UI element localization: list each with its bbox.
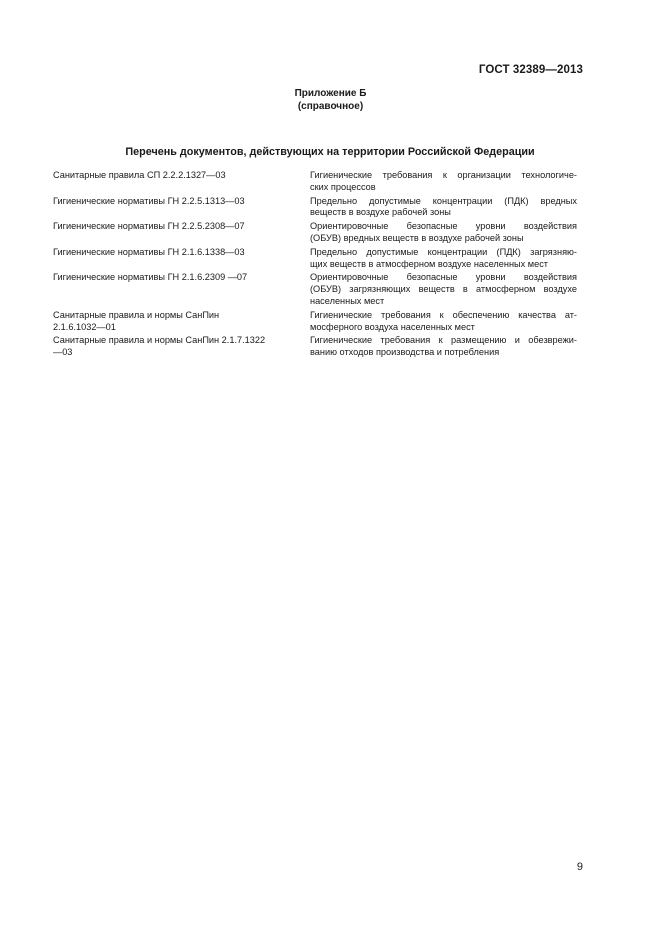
document-description	[310, 196, 577, 220]
document-code	[53, 221, 310, 245]
document-row	[53, 170, 577, 194]
document-row	[53, 247, 577, 271]
document-row	[53, 196, 577, 220]
document-code-line: Санитарные правила и нормы СанПин 2.1.7.1322	[53, 335, 266, 346]
document-code-line: —03	[53, 347, 73, 358]
document-description	[310, 310, 577, 334]
document-code-line: Санитарные правила и нормы СанПин	[53, 309, 220, 320]
document-description	[310, 247, 577, 271]
document-description-line: ванию отходов производства и потребления	[310, 347, 500, 358]
document-description-line: (ОБУВ) загрязняющих веществ в атмосферном воздухе	[310, 284, 577, 295]
document-row	[53, 335, 577, 359]
document-description-line: Ориентировочные безопасные уровни воздействия	[310, 221, 577, 232]
page-number: 9	[576, 861, 583, 873]
document-row	[53, 310, 577, 334]
appendix-subtitle: (справочное)	[297, 100, 364, 112]
document-description	[310, 272, 577, 307]
document-code	[53, 310, 310, 334]
document-description-line: веществ в воздухе рабочей зоны	[310, 207, 451, 218]
document-description-line: населенных мест	[310, 295, 385, 306]
document-description-line: Гигиенические требования к организации технологиче-	[310, 170, 577, 180]
document-description-line: Предельно допустимые концентрации (ПДК) вредных	[310, 195, 577, 206]
standard-code: ГОСТ 32389—2013	[478, 64, 583, 76]
document-description-line: Гигиенические требования к обеспечению качества ат-	[310, 309, 577, 320]
document-row	[53, 272, 577, 307]
document-code-line: Гигиенические нормативы ГН 2.1.6.1338—03	[53, 246, 245, 257]
document-description-line: мосферного воздуха населенных мест	[310, 321, 475, 332]
document-code-line: Гигиенические нормативы ГН 2.2.5.1313—03	[53, 195, 245, 206]
document-code-line: Гигиенические нормативы ГН 2.1.6.2309 —07	[53, 272, 248, 283]
document-description	[310, 170, 577, 194]
document-code-line: 2.1.6.1032—01	[53, 321, 116, 332]
documents-list	[53, 170, 577, 361]
document-description-line: Ориентировочные безопасные уровни воздействия	[310, 272, 577, 283]
document-code	[53, 196, 310, 220]
document-description-line: щих веществ в атмосферном воздухе населенных мест	[310, 258, 549, 269]
document-row	[53, 221, 577, 245]
appendix-title: Приложение Б	[294, 88, 367, 99]
appendix-heading	[0, 88, 661, 113]
document-description-line: ских процессов	[310, 181, 376, 192]
document-description	[310, 221, 577, 245]
document-code	[53, 247, 310, 271]
section-title: Перечень документов, действующих на территории Российской Федерации	[125, 146, 535, 158]
document-description-line: (ОБУВ) вредных веществ в воздухе рабочей зоны	[310, 232, 524, 243]
document-code	[53, 335, 310, 359]
document-code	[53, 170, 310, 194]
document-code-line: Санитарные правила СП 2.2.2.1327—03	[53, 170, 226, 180]
document-description	[310, 335, 577, 359]
document-description-line: Гигиенические требования к размещению и обезврежи-	[310, 335, 577, 346]
document-code-line: Гигиенические нормативы ГН 2.2.5.2308—07	[53, 221, 245, 232]
document-description-line: Предельно допустимые концентрации (ПДК) загрязняю-	[310, 246, 577, 257]
document-code	[53, 272, 310, 307]
